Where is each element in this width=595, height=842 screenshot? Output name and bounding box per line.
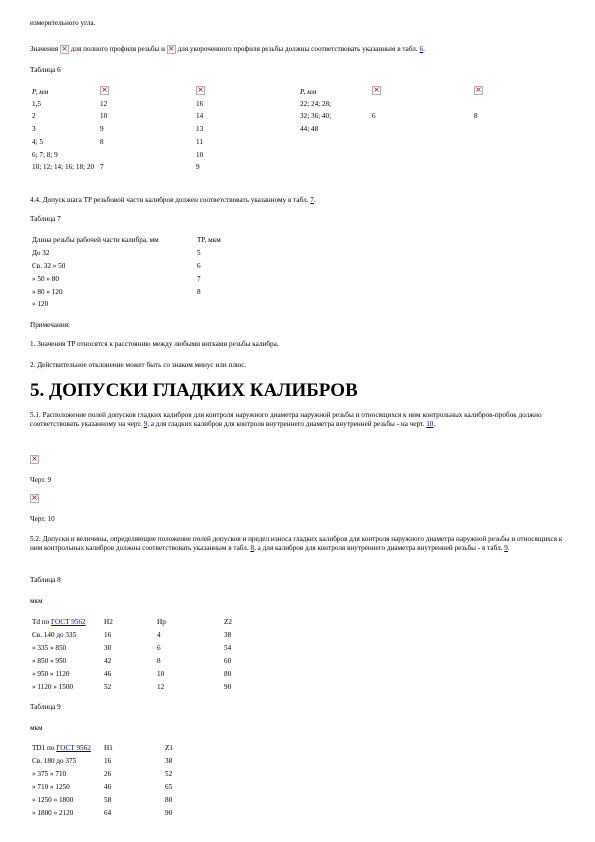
p51-end: . <box>433 420 436 428</box>
table8-head-td-text: Td по <box>32 618 50 626</box>
broken-image-icon <box>60 45 69 54</box>
table9-caption: Таблица 9 <box>30 703 61 711</box>
figure-9-caption: Черт. 9 <box>30 476 52 484</box>
table8-head-z2: Z2 <box>224 618 232 626</box>
intro-line: измерительного угла. <box>30 19 96 27</box>
paragraph-5-2 <box>30 535 570 553</box>
table9-cell: » 1800 » 2120 <box>32 809 74 817</box>
section-5-heading: 5. ДОПУСКИ ГЛАДКИХ КАЛИБРОВ <box>30 380 358 401</box>
table8-cell: 54 <box>224 644 232 652</box>
table6-link[interactable]: 6 <box>419 45 424 54</box>
table6-cell: 6; 7; 8; 9 <box>32 151 58 159</box>
para44-end: . <box>313 196 316 204</box>
table6-head-p-right: P, мм <box>300 88 317 96</box>
table8-cell: 38 <box>224 631 232 639</box>
table6-cell: 10 <box>100 112 108 120</box>
broken-image-icon <box>372 86 381 95</box>
table7-cell: » 120 <box>32 300 49 308</box>
fig10-link[interactable]: 10 <box>426 420 434 428</box>
table9-cell: 38 <box>165 757 173 765</box>
para1-text-c: для укороченного профиля резьбы должны соответствовать указанным в табл. <box>177 45 418 54</box>
table8-cell: 46 <box>104 670 112 678</box>
table7-cell: » 80 » 120 <box>32 288 63 296</box>
broken-image-icon <box>474 86 483 95</box>
table8-cell: 4 <box>157 631 161 639</box>
table7-cell: 6 <box>197 262 201 270</box>
table9-cell: 52 <box>165 770 173 778</box>
table7-cell: » 50 » 80 <box>32 275 59 283</box>
gost-9562-link[interactable]: ГОСТ 9562 <box>51 618 86 626</box>
broken-image-icon <box>30 455 39 464</box>
broken-image-icon <box>167 45 176 54</box>
gost-9562-link[interactable]: ГОСТ 9562 <box>56 744 91 752</box>
table7-head-tp: TP, мкм <box>197 236 221 244</box>
table9-cell: 26 <box>104 770 112 778</box>
para1-text-b: для полного профиля резьбы и <box>70 45 165 54</box>
table6-cell: 4; 5 <box>32 138 43 146</box>
table6-cell: 14 <box>196 112 204 120</box>
table6-cell: 9 <box>100 125 104 133</box>
table6-cell: 16 <box>196 100 204 108</box>
table8-cell: 6 <box>157 644 161 652</box>
table8-cell: 30 <box>104 644 112 652</box>
table8-cell: 10 <box>157 670 165 678</box>
table8-cell: Св. 140 до 335 <box>32 631 77 639</box>
table8-link[interactable]: 8 <box>250 544 255 552</box>
table9-cell: 65 <box>165 783 173 791</box>
table6-cell: 8 <box>474 112 478 120</box>
paragraph-4-4 <box>30 196 316 205</box>
paragraph-values <box>30 45 425 54</box>
table9-cell: 64 <box>104 809 112 817</box>
table9-cell: 58 <box>104 796 112 804</box>
table6-cell: 6 <box>372 112 376 120</box>
table6-head-p-left: P, мм <box>32 88 49 96</box>
table8-head-hp: Hp <box>157 618 166 626</box>
table6-cell: 8 <box>100 138 104 146</box>
paragraph-5-1 <box>30 411 565 429</box>
table8-cell: 12 <box>157 683 165 691</box>
table7-head-length: Длина резьбы рабочей части калибра, мм <box>32 236 159 244</box>
table8-cell: » 1120 » 1500 <box>32 683 74 691</box>
broken-image-icon <box>196 86 205 95</box>
table8-cell: 60 <box>224 657 232 665</box>
table6-cell: 44; 48 <box>300 125 319 133</box>
table6-cell: 1,5 <box>32 100 41 108</box>
table9-cell: 80 <box>165 796 173 804</box>
table8-cell: 42 <box>104 657 112 665</box>
table8-cell: » 850 » 950 <box>32 657 67 665</box>
table7-cell: 5 <box>197 249 201 257</box>
fig9-link[interactable]: 9 <box>143 420 148 428</box>
table6-cell: 3 <box>32 125 36 133</box>
table6-cell: 2 <box>32 112 36 120</box>
p52-text-a: 5.2. Допуски и величины, определяющие положение полей допусков и предел износа гладких калибров для контроля наружного диаметра наружной резьбы и относящихся к ним контрольных калибров должны соответствовать указанным в табл. <box>30 535 563 552</box>
table8-cell: » 950 » 1120 <box>32 670 70 678</box>
broken-image-icon <box>100 86 109 95</box>
table6-cell: 9 <box>196 163 200 171</box>
para44-text: 4.4. Допуск шага TP резьбовой части калибров должен соответствовать указанному в табл. <box>30 196 309 204</box>
figure-10-caption: Черт. 10 <box>30 515 55 523</box>
table8-cell: 90 <box>224 683 232 691</box>
table9-cell: » 710 » 1250 <box>32 783 70 791</box>
broken-image-icon <box>30 494 39 503</box>
table6-cell: 12 <box>100 100 108 108</box>
table8-cell: 52 <box>104 683 112 691</box>
table9-cell: » 375 » 710 <box>32 770 67 778</box>
table9-head-td1-text: TD1 по <box>32 744 55 752</box>
table6-cell: 11 <box>196 138 203 146</box>
note-1: 1. Значения TP относятся к расстоянию между любыми витками резьбы калибра. <box>30 340 279 348</box>
table8-head-td <box>32 618 86 627</box>
table6-cell: 10; 12; 14; 16; 18; 20 <box>32 163 95 171</box>
table7-cell: До 32 <box>32 249 50 257</box>
table7-caption: Таблица 7 <box>30 215 61 223</box>
table9-cell: Св. 180 до 375 <box>32 757 77 765</box>
table8-head-h2: H2 <box>104 618 113 626</box>
notes-title: Примечания: <box>30 321 70 329</box>
p52-text-b: , а для калибров для контроля внутреннего диаметра внутренней резьбы - в табл. <box>254 544 503 552</box>
table8-cell: 80 <box>224 670 232 678</box>
table9-head-td1 <box>32 744 91 753</box>
note-2: 2. Действительное отклонение может быть со знаком минус или плюс. <box>30 361 247 369</box>
table9-link[interactable]: 9 <box>504 544 508 552</box>
table6-cell: 22; 24; 28; <box>300 100 332 108</box>
table8-unit: мкм <box>30 597 43 605</box>
p52-end: . <box>507 544 510 552</box>
table9-head-z1: Z1 <box>165 744 173 752</box>
para1-end: . <box>423 45 425 54</box>
table7-cell: 7 <box>197 275 201 283</box>
table6-caption: Таблица 6 <box>30 66 61 74</box>
table6-cell: 32; 36; 40; <box>300 112 332 120</box>
table7-cell: 8 <box>197 288 201 296</box>
table8-caption: Таблица 8 <box>30 576 61 584</box>
table9-cell: 16 <box>104 757 112 765</box>
table6-cell: 13 <box>196 125 204 133</box>
p51-text-b: , а для гладких калибров для контроля внутреннего диаметра внутренней резьбы - на черт. <box>147 420 425 428</box>
table9-cell: 46 <box>104 783 112 791</box>
table9-head-h1: H1 <box>104 744 113 752</box>
table9-unit: мкм <box>30 724 43 732</box>
p51-text-a: 5.1. Расположение полей допусков гладких калибров для контроля наружного диаметра наружной резьбы и относящихся к ним контрольных калибров-пробок должно соответствовать указанному на черт. <box>30 411 542 428</box>
table9-cell: 90 <box>165 809 173 817</box>
table6-cell: 7 <box>100 163 104 171</box>
table8-cell: » 335 » 850 <box>32 644 67 652</box>
table8-cell: 8 <box>157 657 161 665</box>
table7-link[interactable]: 7 <box>310 196 314 204</box>
table8-cell: 16 <box>104 631 112 639</box>
para1-text-a: Значения <box>30 45 59 54</box>
table9-cell: » 1250 » 1800 <box>32 796 74 804</box>
table6-cell: 10 <box>196 151 204 159</box>
table7-cell: Св. 32 » 50 <box>32 262 66 270</box>
